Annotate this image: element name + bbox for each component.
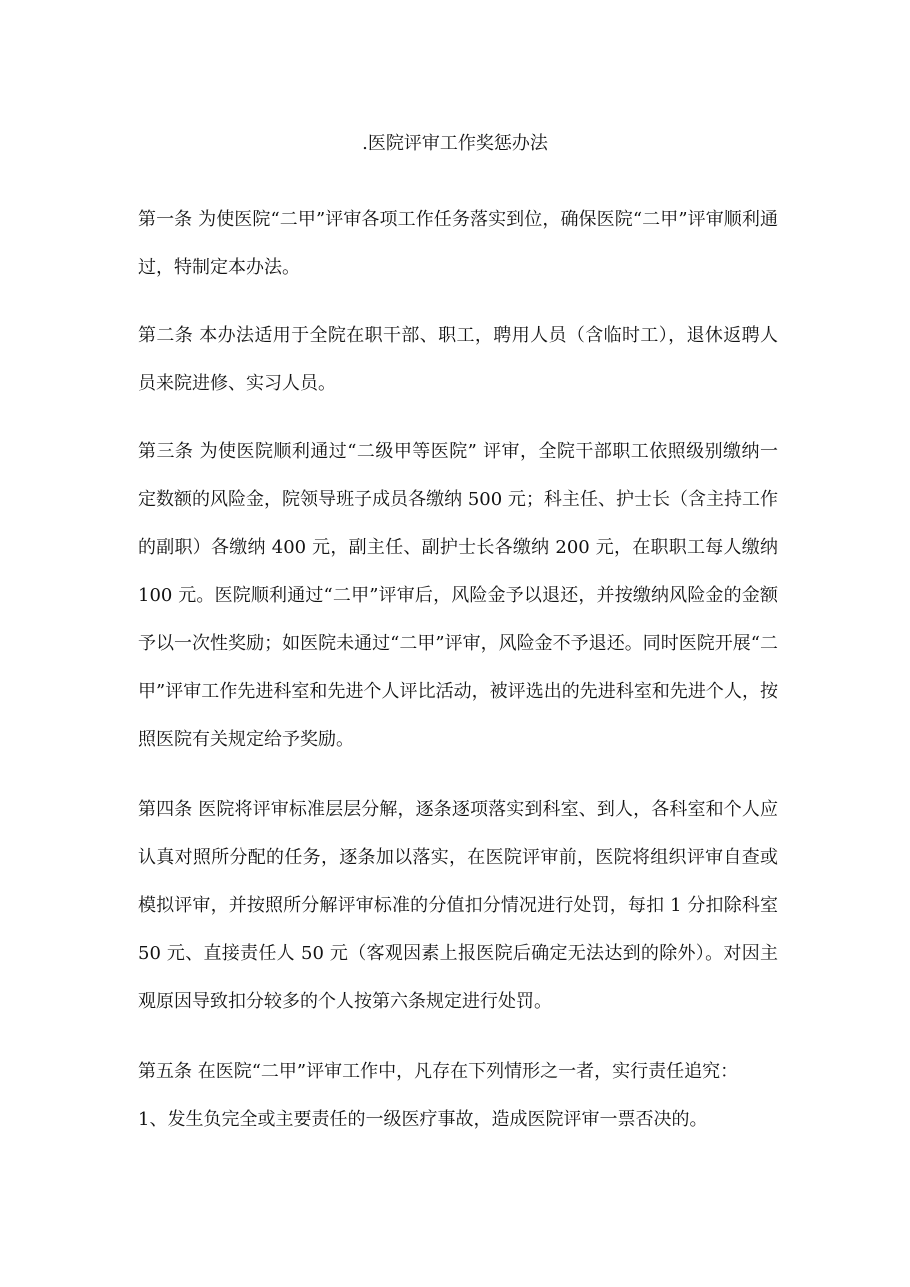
article-5-item-1: 1、发生负完全或主要责任的一级医疗事故，造成医院评审一票否决的。	[138, 1109, 708, 1130]
document-title: .医院评审工作奖惩办法	[362, 133, 548, 154]
article-4-paragraph: 第四条 医院将评审标准层层分解，逐条逐项落实到科室、到人，各科室和个人应认真对照所分配的任务，逐条加以落实，在医院评审前，医院将组织评审自查或模拟评审，并按照所分解评审标准的分值扣分情况进行处罚，每扣 1 分扣除科室 50 元、直接责任人 50 元（客观因素上报医院后确定无法达到的除外）。对因主观原因导致扣分较多的个人按第六条规定进行处罚。	[138, 799, 778, 1012]
article-1-paragraph: 第一条 为使医院“二甲”评审各项工作任务落实到位，确保医院“二甲”评审顺利通过，特制定本办法。	[138, 209, 778, 278]
article-5-paragraph: 第五条 在医院“二甲”评审工作中，凡存在下列情形之一者，实行责任追究：	[138, 1061, 739, 1082]
article-3-paragraph: 第三条 为使医院顺利通过“二级甲等医院” 评审，全院干部职工依照级别缴纳一定数额的风险金，院领导班子成员各缴纳 500 元；科主任、护士长（含主持工作的副职）各缴纳 400 元，副主任、副护士长各缴纳 200 元，在职职工每人缴纳 100 元。医院顺利通过“二甲”评审后，风险金予以退还，并按缴纳风险金的金额予以一次性奖励；如医院未通过“二甲”评审，风险金不予退还。同时医院开展“二甲”评审工作先进科室和先进个人评比活动，被评选出的先进科室和先进个人，按照医院有关规定给予奖励。	[138, 441, 778, 750]
article-2-paragraph: 第二条 本办法适用于全院在职干部、职工，聘用人员（含临时工），退休返聘人员来院进修、实习人员。	[138, 325, 778, 394]
